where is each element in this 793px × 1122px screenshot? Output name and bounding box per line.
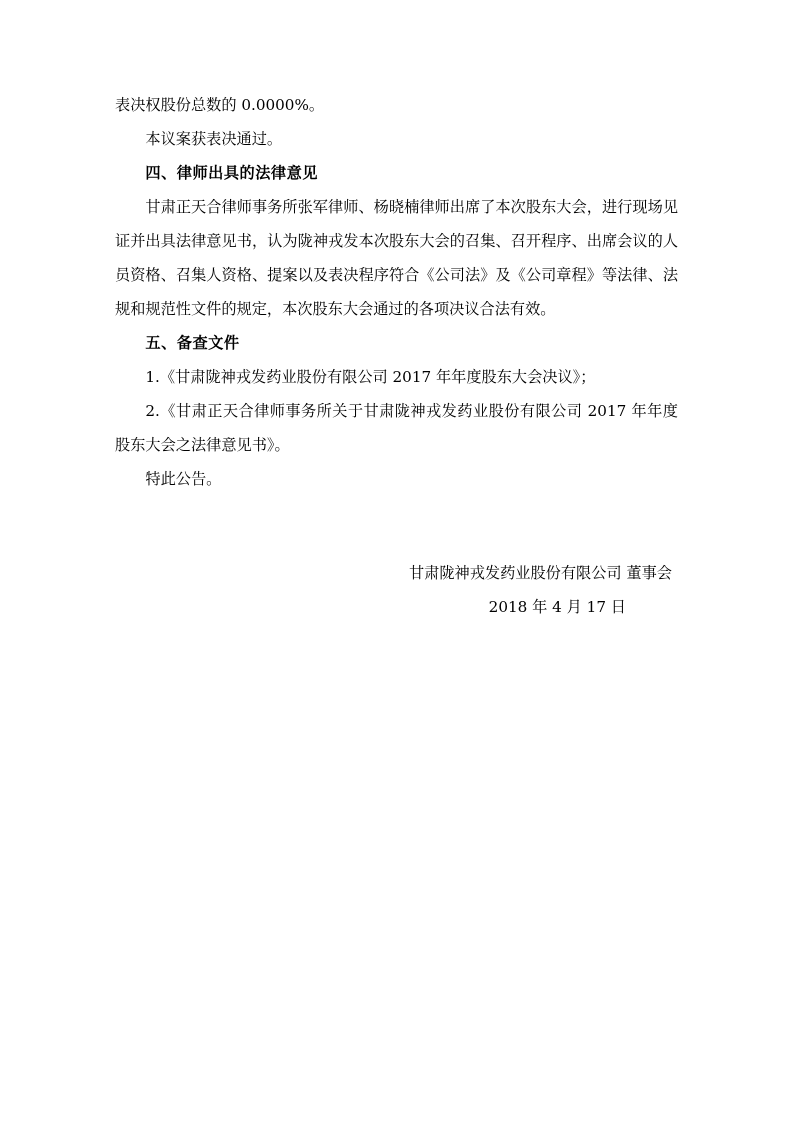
heading-section-five: 五、备查文件 — [145, 334, 240, 352]
paragraph-legal-opinion: 甘肃正天合律师事务所张军律师、杨晓楠律师出席了本次股东大会，进行现场见证并出具法律意见书，认为陇神戎发本次股东大会的召集、召开程序、出席会议的人员资格、召集人资格、提案以及表决程序符合《公司法》及《公司章程》等法律、法规和规范性文件的规定，本次股东大会通过的各项决议合法有效。 — [115, 198, 678, 318]
signature-block — [115, 556, 678, 624]
paragraph-reference-document-1: 1.《甘肃陇神戎发药业股份有限公司 2017 年年度股东大会决议》； — [145, 368, 596, 386]
signature-date: 2018 年 4 月 17 日 — [488, 598, 626, 616]
signature-company: 甘肃陇神戎发药业股份有限公司 董事会 — [408, 564, 672, 582]
heading-section-four: 四、律师出具的法律意见 — [145, 164, 318, 182]
paragraph-notice-closing: 特此公告。 — [145, 470, 222, 488]
paragraph-resolution-passed: 本议案获表决通过。 — [145, 130, 283, 148]
paragraph-votes-percentage: 表决权股份总数的 0.0000%。 — [115, 96, 325, 114]
paragraph-reference-document-2: 2.《甘肃正天合律师事务所关于甘肃陇神戎发药业股份有限公司 2017 年年度股东大会之法律意见书》。 — [115, 402, 678, 454]
document-body — [115, 88, 678, 624]
